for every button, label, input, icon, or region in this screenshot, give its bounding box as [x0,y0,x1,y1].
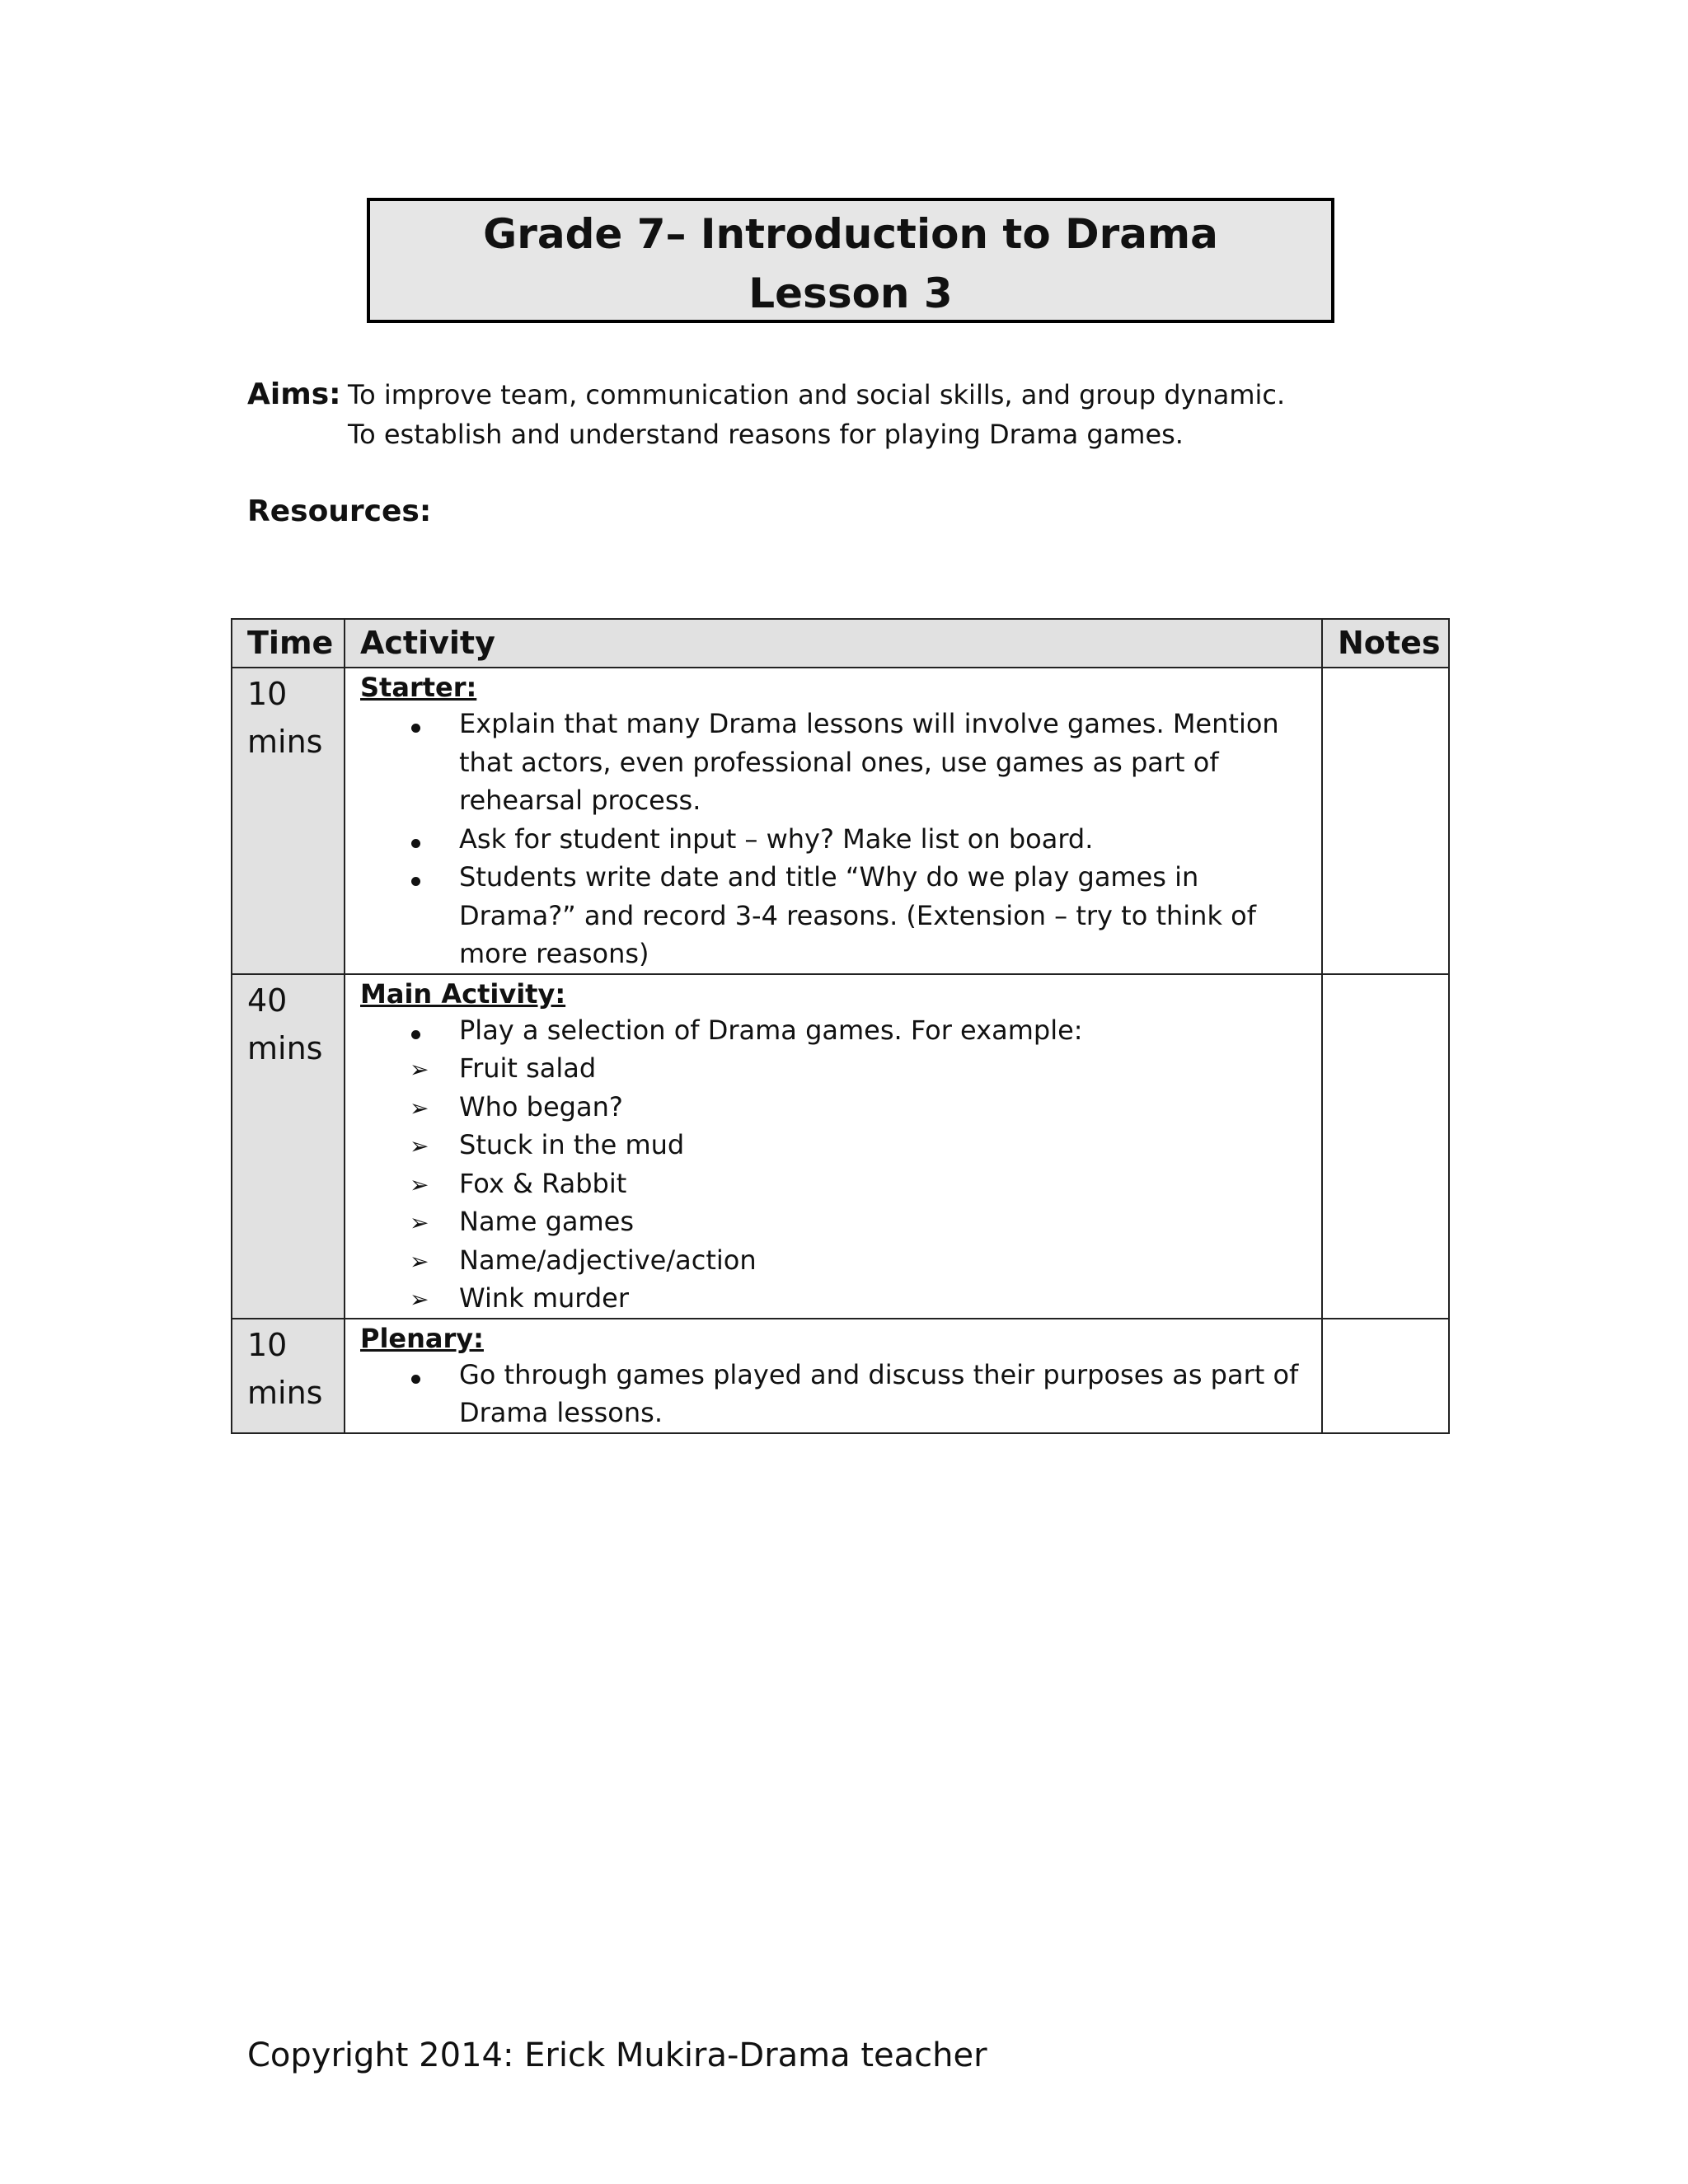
list-item [360,1088,1305,1127]
bullet-icon [410,705,443,743]
notes-cell [1322,1319,1449,1433]
arrow-bullet-icon: ➢ [410,1056,429,1083]
aims-section [247,375,1285,454]
list-item [360,1279,1305,1318]
list-item-text: Name/adjective/action [459,1244,757,1276]
list-item [360,1241,1305,1280]
list-item-text: Students write date and title “Why do we play games in Drama?” and record 3-4 reasons. (Extension – try to think of more reasons) [459,861,1256,969]
time-cell [232,1319,345,1433]
time-value: 10 [247,1326,288,1363]
activity-cell [345,1319,1322,1433]
header-activity: Activity [345,619,1322,668]
list-item [360,1011,1305,1050]
notes-cell [1322,974,1449,1319]
list-item [360,1356,1305,1432]
bullet-icon [410,1356,443,1394]
resources-label: Resources: [247,494,432,528]
time-cell [232,668,345,974]
list-item [360,1126,1305,1165]
activity-section-heading: Main Activity: [360,977,566,1010]
title-box [367,198,1334,323]
arrow-bullet-icon: ➢ [410,1170,429,1198]
activity-list [360,1011,1305,1318]
list-item-text: Name games [459,1206,635,1237]
list-item-text: Play a selection of Drama games. For example: [459,1014,1083,1046]
list-item [360,1049,1305,1088]
activity-list [360,705,1305,973]
time-unit: mins [247,1374,323,1411]
list-item-text: Ask for student input – why? Make list on board. [459,823,1094,855]
arrow-bullet-icon: ➢ [410,1286,429,1313]
activity-cell [345,668,1322,974]
aims-line-2: To establish and understand reasons for playing Drama games. [348,419,1184,450]
table-body [232,668,1449,1433]
header-notes: Notes [1322,619,1449,668]
table-row [232,668,1449,974]
list-item [360,858,1305,973]
table-row [232,974,1449,1319]
activity-section-heading: Starter: [360,672,477,703]
header-time: Time [232,619,345,668]
activity-section-heading: Plenary: [360,1322,484,1354]
list-item-text: Explain that many Drama lessons will involve games. Mention that actors, even professional ones, use games as part of rehearsal process. [459,708,1279,816]
activity-list [360,1356,1305,1432]
bullet-icon [410,858,443,897]
time-cell [232,974,345,1319]
list-item-text: Go through games played and discuss their purposes as part of Drama lessons. [459,1358,1299,1428]
time-unit: mins [247,1029,323,1066]
list-item [360,705,1305,820]
lesson-number: Lesson 3 [748,269,953,317]
list-item-text: Who began? [459,1090,623,1122]
arrow-bullet-icon: ➢ [410,1209,429,1236]
aims-line-1: To improve team, communication and social skills, and group dynamic. [348,379,1286,410]
time-unit: mins [247,724,323,760]
time-value: 40 [247,982,288,1019]
table-header-row [232,619,1449,668]
time-value: 10 [247,676,288,712]
notes-cell [1322,668,1449,974]
list-item-text: Fruit salad [459,1052,597,1084]
list-item-text: Stuck in the mud [459,1129,685,1160]
list-item [360,820,1305,859]
document-title: Grade 7– Introduction to Drama [483,210,1218,258]
lesson-plan-table [231,618,1450,1434]
list-item-text: Fox & Rabbit [459,1167,627,1199]
list-item [360,1202,1305,1241]
bullet-icon [410,1011,443,1050]
list-item-text: Wink murder [459,1282,630,1314]
arrow-bullet-icon: ➢ [410,1094,429,1122]
aims-label: Aims: [247,377,341,411]
copyright-footer: Copyright 2014: Erick Mukira-Drama teacher [247,2036,987,2074]
arrow-bullet-icon: ➢ [410,1132,429,1160]
arrow-bullet-icon: ➢ [410,1247,429,1275]
bullet-icon [410,820,443,859]
table-row [232,1319,1449,1433]
activity-cell [345,974,1322,1319]
list-item [360,1165,1305,1203]
